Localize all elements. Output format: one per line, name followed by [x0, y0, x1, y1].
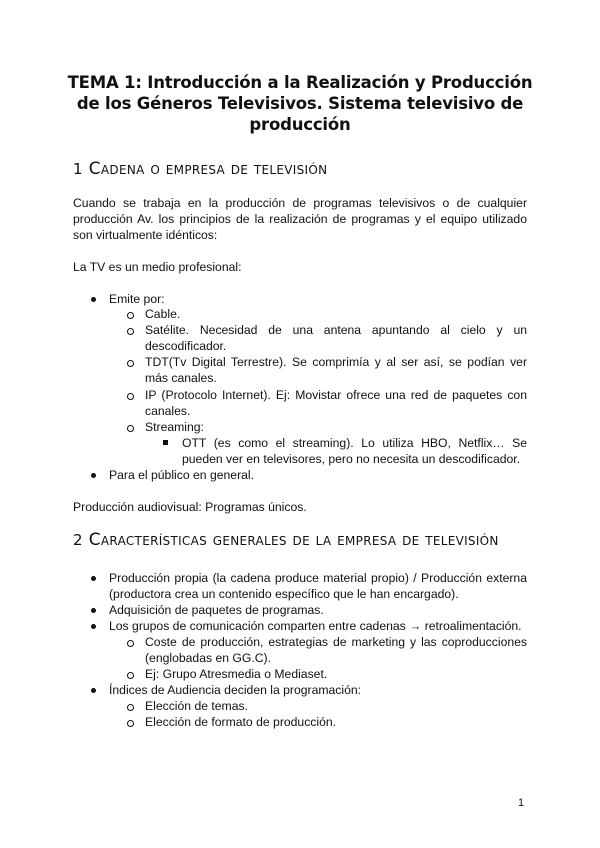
list-item-temas: Elección de temas. — [145, 699, 248, 713]
section-1-title: Cadena o empresa de televisión — [88, 159, 328, 179]
list-item-streaming: Streaming: — [145, 420, 204, 434]
bullet-circle — [127, 328, 134, 335]
list-item-grupo-ej: Ej: Grupo Atresmedia o Mediaset. — [145, 667, 328, 681]
bullet-dot — [91, 576, 96, 581]
list-item-paquetes: Adquisición de paquetes de programas. — [109, 603, 324, 617]
list-item-coste: Coste de producción, estrategias de marketing y las coproducciones (englobadas en GG.C). — [145, 635, 527, 665]
list-item-emite: Emite por: — [109, 292, 165, 306]
list-item-satelite: Satélite. Necesidad de una antena apuntando al cielo y un descodificador. — [145, 323, 527, 353]
section-1-number: 1 — [73, 160, 83, 178]
bullet-dot — [91, 624, 96, 629]
bullet-dot — [91, 608, 96, 613]
bullet-dot — [91, 473, 96, 478]
bullet-circle — [127, 640, 134, 647]
list-item-ott: OTT (es como el streaming). Lo utiliza HBO, Netflix… Se pueden ver en televisores, pero no necesita un descodificador. — [182, 436, 527, 466]
list-item-ip: IP (Protocolo Internet). Ej: Movistar ofrece una red de paquetes con canales. — [145, 388, 527, 418]
document-title: TEMA 1: Introducción a la Realización y Producción de los Géneros Televisivos. Sistema televisivo de producción — [67, 73, 533, 134]
section-2-title: Características generales de la empresa de televisión — [88, 530, 499, 550]
list-item-cable: Cable. — [145, 307, 181, 321]
produccion-line: Producción audiovisual: Programas únicos. — [73, 500, 307, 514]
bullet-dot — [91, 297, 96, 302]
list-item-tdt: TDT(Tv Digital Terrestre). Se comprimía y al ser así, se podían ver más canales. — [145, 355, 527, 385]
bullet-circle — [127, 672, 134, 679]
bullet-circle — [127, 425, 134, 432]
bullet-circle — [127, 704, 134, 711]
bullet-dot — [91, 688, 96, 693]
intro-paragraph: Cuando se trabaja en la producción de programas televisivos o de cualquier producción Av. los principios de la realización de programas y el equipo utilizado son virtualmente idénticos: — [73, 196, 527, 243]
list-item-produccion-propia: Producción propia (la cadena produce material propio) / Producción externa (productora crea un contenido específico que le han encargado). — [109, 571, 527, 601]
page-number: 1 — [518, 797, 525, 809]
tv-medium-line: La TV es un medio profesional: — [73, 260, 242, 274]
list-item-grupos: Los grupos de comunicación comparten entre cadenas → retroalimentación. — [109, 619, 522, 633]
list-item-indices: Índices de Audiencia deciden la programación: — [109, 683, 362, 697]
list-item-publico: Para el público en general. — [109, 468, 254, 482]
bullet-square — [163, 440, 168, 445]
bullet-circle — [127, 312, 134, 319]
section-2-number: 2 — [73, 531, 83, 549]
bullet-circle — [127, 393, 134, 400]
section-2-heading — [73, 530, 499, 550]
section-1-heading — [73, 159, 327, 179]
bullet-circle — [127, 720, 134, 727]
bullet-circle — [127, 360, 134, 367]
list-item-formato: Elección de formato de producción. — [145, 715, 337, 729]
